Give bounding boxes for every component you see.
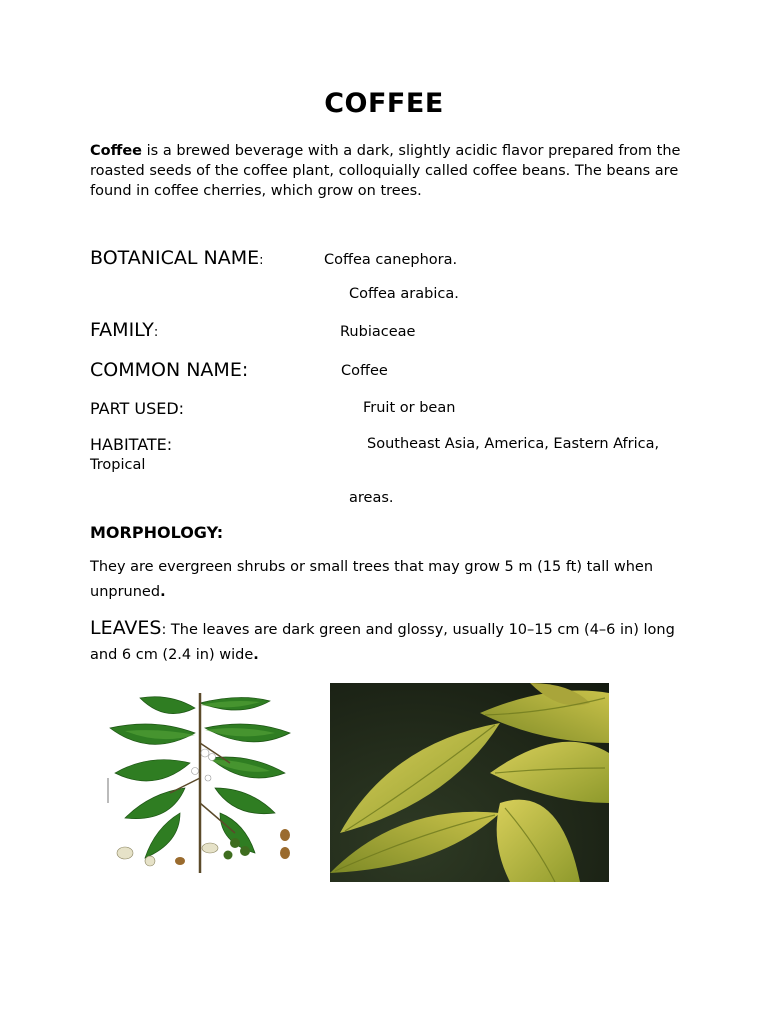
- botanical-name-label: BOTANICAL NAME: [90, 247, 260, 269]
- botanical-illustration: [100, 683, 300, 878]
- morphology-paragraph: [90, 555, 690, 605]
- habitat-value-continued: areas.: [349, 490, 394, 506]
- morphology-text: They are evergreen shrubs or small trees that may grow 5 m (15 ft) tall when unpruned: [90, 559, 654, 600]
- botanical-name-colon: :: [259, 253, 264, 268]
- family-label: FAMILY: [90, 319, 154, 341]
- botanical-name-label-row: [90, 247, 264, 269]
- leaf-photograph: [330, 683, 609, 882]
- botanical-name-value-1: Coffea canephora.: [324, 252, 458, 268]
- page-title: COFFEE: [324, 88, 444, 119]
- leaves-text: : The leaves are dark green and glossy, usually 10–15 cm (4–6 in) long and 6 cm (2.4 in) wide: [90, 622, 675, 663]
- family-colon: :: [153, 325, 159, 340]
- habitat-label: HABITATE:: [90, 435, 173, 454]
- intro-paragraph: [90, 141, 690, 201]
- coffee-plant-drawing-icon: [100, 683, 300, 878]
- intro-bold-term: Coffee: [90, 143, 143, 159]
- common-name-value: Coffee: [341, 363, 388, 379]
- common-name-label: COMMON NAME:: [90, 359, 249, 381]
- leaves-label: LEAVES: [90, 617, 162, 639]
- coffee-leaves-photo-icon: [330, 683, 609, 882]
- leaves-period: .: [253, 647, 259, 663]
- leaves-paragraph: [90, 616, 690, 668]
- habitat-value-wrap: Tropical: [90, 457, 146, 473]
- morphology-heading: MORPHOLOGY:: [90, 523, 224, 542]
- intro-text: is a brewed beverage with a dark, slightly acidic flavor prepared from the roasted seeds of the coffee plant, colloquially called coffee beans. The beans are found in coffee cherries, which grow on trees.: [90, 143, 681, 199]
- habitat-value: Southeast Asia, America, Eastern Africa,: [367, 436, 660, 452]
- part-used-label: PART USED:: [90, 399, 185, 418]
- family-value: Rubiaceae: [340, 324, 416, 340]
- part-used-value: Fruit or bean: [363, 400, 456, 416]
- morphology-period: .: [160, 584, 166, 600]
- botanical-name-value-2: Coffea arabica.: [349, 286, 459, 302]
- family-label-row: [90, 319, 158, 341]
